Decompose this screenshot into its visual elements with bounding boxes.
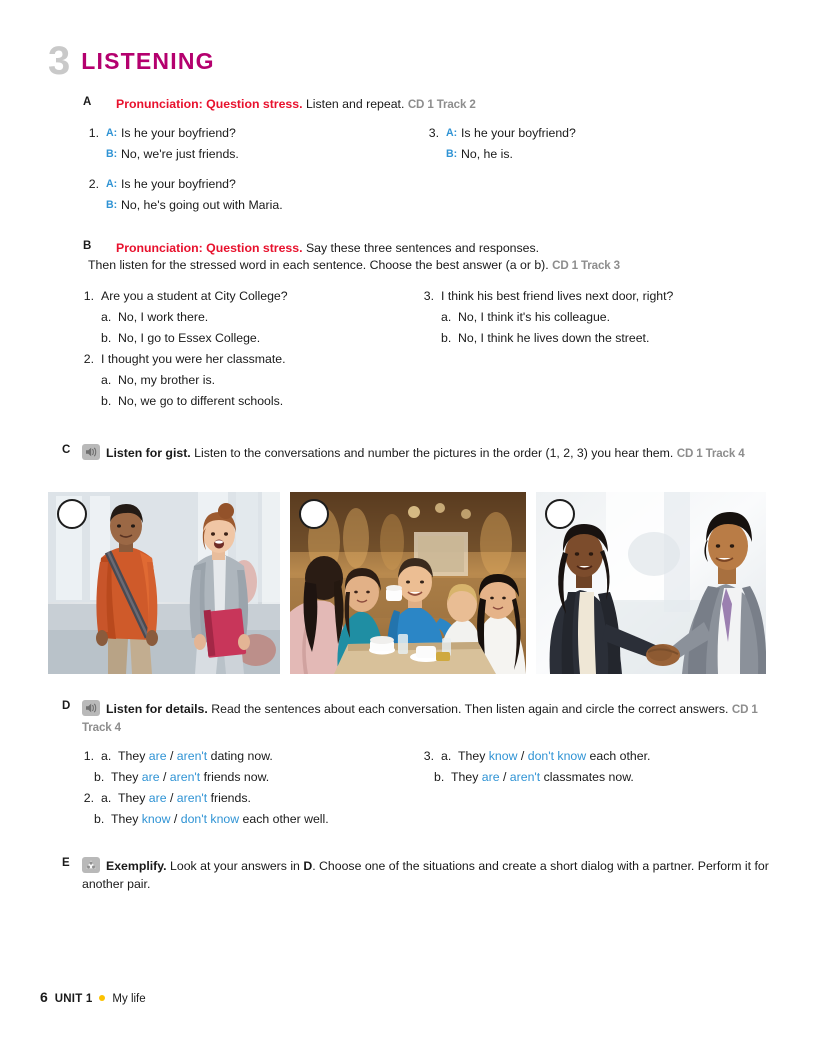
photo-students-talking-hallway[interactable] — [48, 492, 280, 674]
exercise-e — [48, 857, 768, 893]
footer-subtitle: My life — [112, 993, 146, 1005]
choice-option-2[interactable]: don't know — [180, 812, 240, 826]
choice-text: No, I think he lives down the street. — [458, 331, 650, 345]
dialog-item — [78, 174, 418, 216]
answer-choice[interactable] — [73, 328, 413, 349]
choice-label: a. — [101, 749, 112, 763]
choice-text: No, my brother is. — [118, 373, 216, 387]
choice-text: No, I go to Essex College. — [118, 331, 261, 345]
choice-option-2[interactable]: aren't — [169, 770, 201, 784]
choice-option-1[interactable]: are — [141, 770, 160, 784]
footer-unit: UNIT 1 — [54, 993, 93, 1005]
answer-bubble[interactable] — [299, 499, 329, 529]
exercise-e-text-2: . Choose one of the situations and create a short dialog with a partner. Perform it for another pair. — [82, 859, 769, 891]
answer-choice[interactable] — [73, 307, 413, 328]
choice-text: No, we go to different schools. — [118, 394, 284, 408]
choice-suffix: each other well. — [239, 812, 329, 826]
answer-choice[interactable] — [413, 307, 768, 328]
exercise-c — [48, 444, 768, 463]
photo-friends-at-cafe-table[interactable] — [290, 492, 526, 674]
choice-separator: / — [166, 791, 177, 805]
item-number: 1. — [83, 749, 94, 763]
speaker-label-a: A: — [106, 127, 118, 139]
circle-item — [73, 788, 413, 830]
exercise-b-track: CD 1 Track 3 — [552, 259, 620, 272]
exercise-b-items — [73, 286, 768, 412]
speaker-b-line: No, he is. — [461, 147, 513, 161]
choice-suffix: dating now. — [207, 749, 273, 763]
photo-row — [48, 492, 766, 674]
exercise-b-instruction-line2 — [88, 257, 768, 274]
item-number: 2. — [88, 177, 99, 191]
exercise-a-directions: Listen and repeat. — [302, 97, 408, 111]
choice-prefix: They — [111, 812, 142, 826]
exercise-d-letter: D — [62, 700, 71, 712]
choice-option-2[interactable]: aren't — [176, 749, 208, 763]
photo-business-handshake[interactable] — [536, 492, 766, 674]
choice-option-1[interactable]: know — [141, 812, 171, 826]
choice-label: b. — [434, 770, 445, 784]
choice-label: a. — [101, 791, 112, 805]
choice-label: b. — [94, 770, 105, 784]
exercise-d-column-right — [413, 746, 768, 830]
choice-separator: / — [166, 749, 177, 763]
choice-option-2[interactable]: aren't — [176, 791, 208, 805]
choice-label: b. — [101, 331, 112, 345]
choice-separator: / — [517, 749, 528, 763]
choice-option-1[interactable]: know — [488, 749, 518, 763]
exercise-d-column-left — [73, 746, 413, 830]
speaker-label-a: A: — [106, 178, 118, 190]
choice-suffix: friends. — [207, 791, 251, 805]
exercise-c-instruction — [82, 444, 752, 463]
speaker-label-b: B: — [106, 199, 118, 211]
section-title: LISTENING — [81, 48, 215, 74]
exercise-d-label: Listen for details. — [106, 702, 208, 716]
choice-suffix: friends now. — [200, 770, 270, 784]
choice-prefix: They — [118, 791, 149, 805]
choice-option-1[interactable]: are — [481, 770, 500, 784]
answer-choice[interactable] — [413, 328, 768, 349]
choice-option-2[interactable]: don't know — [527, 749, 587, 763]
exercise-d-instruction — [82, 700, 782, 736]
item-number: 2. — [83, 791, 94, 805]
item-number: 1. — [83, 289, 94, 303]
choice-label: b. — [441, 331, 452, 345]
choice-prefix: They — [451, 770, 482, 784]
exercise-c-label: Listen for gist. — [106, 446, 191, 460]
item-number: 3. — [423, 749, 434, 763]
choice-option-1[interactable]: are — [148, 791, 167, 805]
exercise-c-track: CD 1 Track 4 — [676, 447, 745, 460]
exercise-e-text-1: Look at your answers in — [166, 859, 304, 873]
choice-suffix: classmates now. — [540, 770, 634, 784]
exercise-c-directions: Listen to the conversations and number the pictures in the order (1, 2, 3) you hear them. — [190, 446, 677, 460]
exemplify-icon[interactable] — [82, 857, 100, 873]
choice-text: No, I work there. — [118, 310, 209, 324]
exercise-c-letter: C — [62, 444, 71, 456]
item-number: 2. — [83, 352, 94, 366]
question-text: I think his best friend lives next door, right? — [441, 289, 674, 303]
dialog-item — [78, 123, 418, 165]
question-text: Are you a student at City College? — [101, 289, 288, 303]
answer-choice[interactable] — [73, 370, 413, 391]
speaker-icon[interactable] — [82, 444, 100, 460]
exercise-e-label: Exemplify. — [106, 859, 167, 873]
circle-item — [413, 746, 768, 788]
exercise-d-items — [73, 746, 768, 830]
dialog-item — [418, 123, 768, 165]
exercise-b-letter: B — [83, 240, 92, 252]
exercise-d-track: CD 1 Track 4 — [82, 703, 758, 734]
speaker-b-line: No, he's going out with Maria. — [121, 198, 283, 212]
exercise-a-track: CD 1 Track 2 — [407, 98, 476, 111]
choice-label: b. — [94, 812, 105, 826]
exercise-e-letter: E — [62, 857, 70, 869]
question-text: I thought you were her classmate. — [101, 352, 286, 366]
exercise-a-letter: A — [83, 96, 92, 108]
exercise-d — [48, 700, 768, 830]
speaker-label-b: B: — [106, 148, 118, 160]
choice-option-1[interactable]: are — [148, 749, 167, 763]
speaker-b-line: No, we're just friends. — [121, 147, 239, 161]
exercise-a-column-right — [418, 123, 768, 216]
choice-label: b. — [101, 394, 112, 408]
choice-separator: / — [499, 770, 510, 784]
section-heading — [48, 39, 215, 83]
speaker-a-line: Is he your boyfriend? — [121, 177, 236, 191]
exercise-a-items — [78, 123, 768, 216]
choice-label: a. — [441, 310, 452, 324]
exercise-e-instruction — [82, 857, 772, 893]
choice-suffix: each other. — [586, 749, 651, 763]
item-number: 3. — [428, 126, 439, 140]
exercise-b-label: Pronunciation: Question stress. — [116, 241, 303, 255]
answer-choice[interactable] — [73, 391, 413, 412]
choice-separator: / — [159, 770, 170, 784]
choice-label: a. — [441, 749, 452, 763]
page-footer — [40, 989, 146, 1005]
answer-bubble[interactable] — [545, 499, 575, 529]
speaker-a-line: Is he your boyfriend? — [121, 126, 236, 140]
choice-label: a. — [101, 373, 112, 387]
exercise-a-label: Pronunciation: Question stress. — [116, 97, 303, 111]
choice-label: a. — [101, 310, 112, 324]
question-item — [73, 286, 413, 349]
exercise-b-column-right — [413, 286, 768, 412]
exercise-b-directions-1: Say these three sentences and responses. — [302, 241, 540, 255]
exercise-e-reference: D — [303, 859, 313, 873]
exercise-a-column-left — [78, 123, 418, 216]
speaker-icon[interactable] — [82, 700, 100, 716]
speaker-label-a: A: — [446, 127, 458, 139]
exercise-a-instruction — [116, 96, 768, 113]
exercise-d-directions: Read the sentences about each conversation. Then listen again and circle the correct answers. — [207, 702, 732, 716]
choice-separator: / — [170, 812, 181, 826]
choice-text: No, I think it's his colleague. — [458, 310, 611, 324]
exercise-b-column-left — [73, 286, 413, 412]
item-number: 3. — [423, 289, 434, 303]
exercise-b-instruction — [116, 240, 768, 257]
circle-item — [73, 746, 413, 788]
exercise-b — [48, 240, 768, 412]
item-number: 1. — [88, 126, 99, 140]
choice-prefix: They — [111, 770, 142, 784]
choice-prefix: They — [458, 749, 489, 763]
footer-dot-icon — [99, 995, 105, 1001]
choice-option-2[interactable]: aren't — [509, 770, 541, 784]
question-item — [73, 349, 413, 412]
speaker-a-line: Is he your boyfriend? — [461, 126, 576, 140]
exercise-b-directions-2: Then listen for the stressed word in each sentence. Choose the best answer (a or b). — [88, 258, 553, 272]
speaker-label-b: B: — [446, 148, 458, 160]
answer-bubble[interactable] — [57, 499, 87, 529]
question-item — [413, 286, 768, 349]
exercise-a — [48, 96, 768, 216]
choice-prefix: They — [118, 749, 149, 763]
page-number: 6 — [40, 989, 48, 1005]
section-number: 3 — [48, 39, 70, 83]
